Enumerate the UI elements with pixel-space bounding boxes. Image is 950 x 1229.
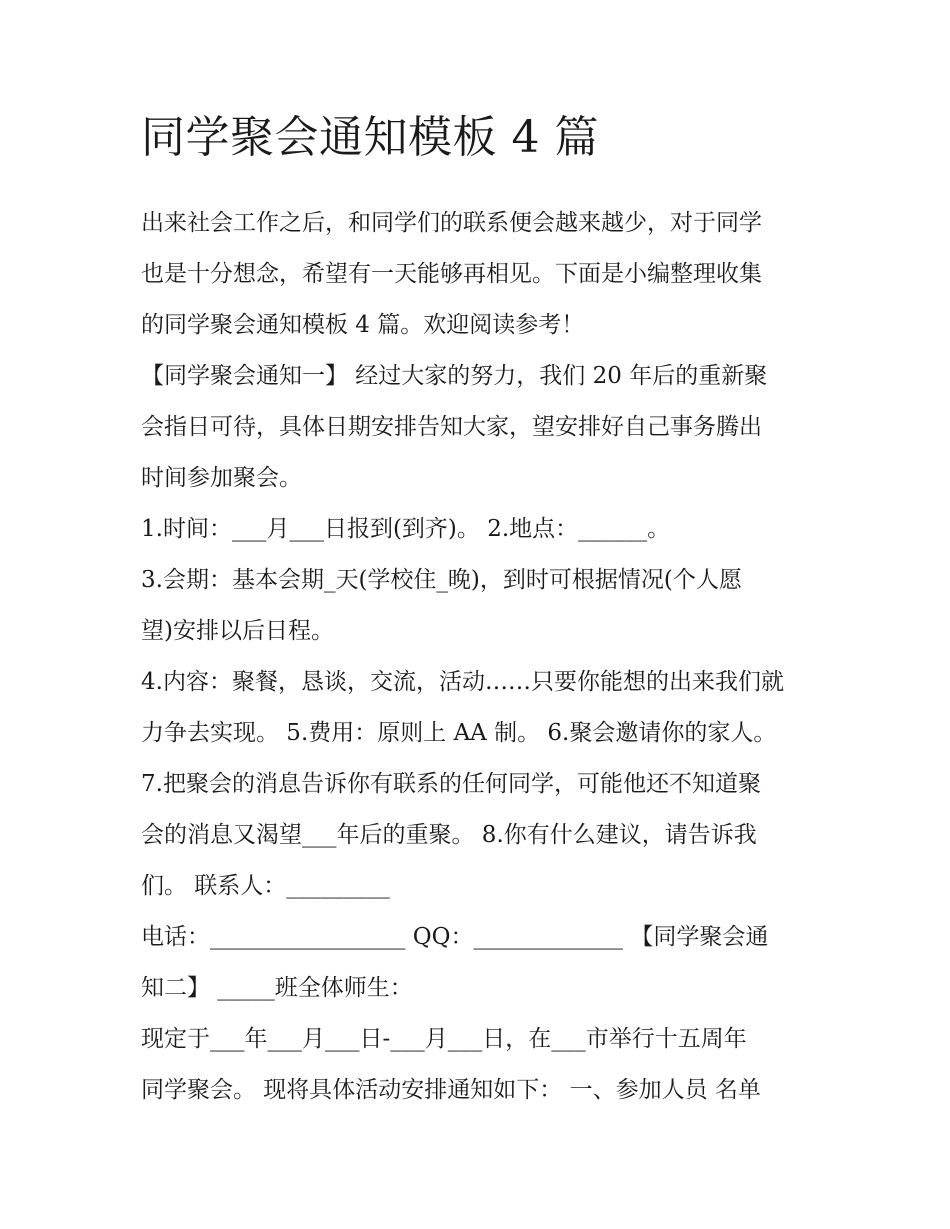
document-body [141, 198, 821, 1116]
text-line: 现定于___年___月___日-___月___日，在___市举行十五周年 [141, 1026, 747, 1052]
text-line: 力争去实现。 5.费用：原则上 AA 制。 6.聚会邀请你的家人。 [141, 720, 777, 746]
text-line: 会指日可待，具体日期安排告知大家，望安排好自己事务腾出 [141, 414, 762, 440]
text-line: 也是十分想念，希望有一天能够再相见。下面是小编整理收集 [141, 261, 762, 287]
text-line: 7.把聚会的消息告诉你有联系的任何同学，可能他还不知道聚 [141, 771, 761, 797]
text-line: 3.会期：基本会期_天(学校住_晚)，到时可根据情况(个人愿 [141, 567, 742, 593]
text-line: 【同学聚会通知一】 经过大家的努力，我们 20 年后的重新聚 [141, 363, 768, 389]
text-line: 们。 联系人：_________ [141, 873, 390, 899]
document-title: 同学聚会通知模板 4 篇 [141, 112, 599, 163]
text-line: 的同学聚会通知模板 4 篇。欢迎阅读参考！ [141, 312, 585, 338]
text-line: 4.内容：聚餐，恳谈，交流，活动……只要你能想的出来我们就 [141, 669, 784, 695]
text-line: 望)安排以后日程。 [141, 618, 334, 644]
text-line: 同学聚会。 现将具体活动安排通知如下： 一、参加人员 名单 [141, 1077, 761, 1103]
text-line: 1.时间：___月___日报到(到齐)。 2.地点：______。 [141, 516, 671, 542]
text-line: 会的消息又渴望___年后的重聚。 8.你有什么建议，请告诉我 [141, 822, 757, 848]
text-line: 知二】 _____班全体师生： [141, 975, 413, 1001]
text-line: 出来社会工作之后，和同学们的联系便会越来越少，对于同学 [141, 210, 762, 236]
text-line: 时间参加聚会。 [141, 465, 302, 491]
text-line: 电话：_________________ QQ：_____________ 【同学聚会通 [141, 924, 769, 950]
